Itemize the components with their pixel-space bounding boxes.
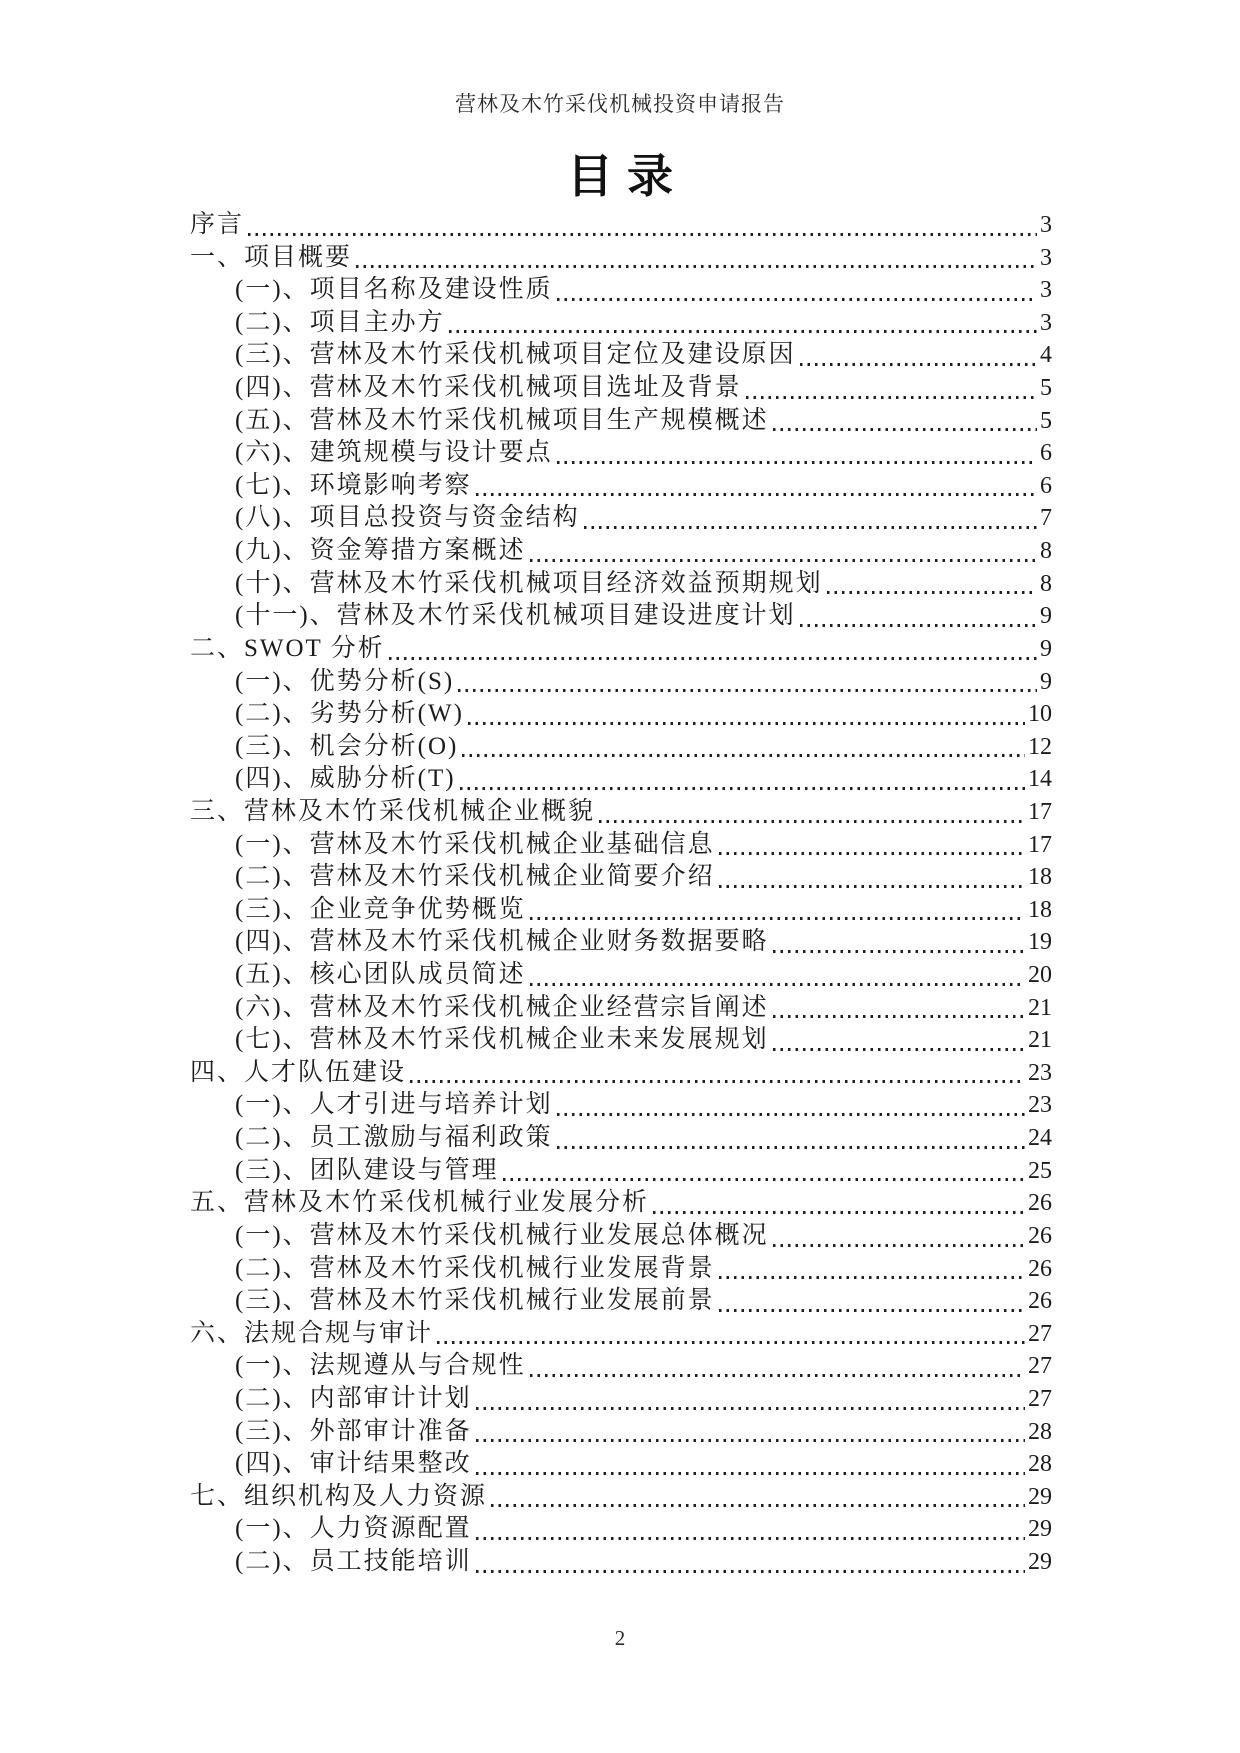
- toc-entry-page: 10: [1028, 701, 1052, 728]
- dot-leader: [491, 1504, 1025, 1507]
- toc-entry[interactable]: [190, 666, 1052, 699]
- toc-entry-page: 21: [1028, 1027, 1052, 1054]
- dot-leader: [476, 1407, 1025, 1410]
- toc-entry[interactable]: [190, 1546, 1052, 1579]
- toc-entry[interactable]: [190, 731, 1052, 764]
- toc-entry-page: 23: [1028, 1059, 1052, 1086]
- toc-entry[interactable]: [190, 698, 1052, 731]
- toc-entry-label: (八)、项目总投资与资金结构: [235, 504, 580, 532]
- toc-entry-page: 5: [1040, 407, 1052, 434]
- toc-entry[interactable]: [190, 894, 1052, 927]
- dot-leader: [530, 983, 1025, 986]
- toc-entry-page: 17: [1028, 831, 1052, 858]
- toc-entry-label: (五)、营林及木竹采伐机械项目生产规模概述: [235, 406, 769, 434]
- toc-entry-page: 9: [1040, 635, 1052, 662]
- dot-leader: [557, 298, 1037, 301]
- toc-entry-label: 三、营林及木竹采伐机械企业概貌: [190, 797, 596, 825]
- dot-leader: [449, 330, 1037, 333]
- toc-entry[interactable]: [190, 209, 1052, 242]
- toc-entry-label: (十一)、营林及木竹采伐机械项目建设进度计划: [235, 602, 796, 630]
- toc-entry-page: 3: [1040, 309, 1052, 336]
- toc-entry-page: 18: [1028, 864, 1052, 891]
- toc-entry[interactable]: [190, 1448, 1052, 1481]
- toc-entry-label: (一)、项目名称及建设性质: [235, 276, 553, 304]
- toc-entry-label: (二)、员工激励与福利政策: [235, 1124, 553, 1152]
- toc-entry-page: 8: [1040, 570, 1052, 597]
- toc-entry-label: (四)、营林及木竹采伐机械企业财务数据要略: [235, 928, 769, 956]
- dot-leader: [530, 559, 1037, 562]
- toc-entry-label: (六)、营林及木竹采伐机械企业经营宗旨阐述: [235, 993, 769, 1021]
- dot-leader: [557, 461, 1037, 464]
- toc-entry-label: (二)、营林及木竹采伐机械行业发展背景: [235, 1254, 715, 1282]
- dot-leader: [460, 787, 1025, 790]
- toc-entry[interactable]: [190, 535, 1052, 568]
- toc-entry-page: 26: [1028, 1288, 1052, 1315]
- toc-entry-page: 23: [1028, 1092, 1052, 1119]
- dot-leader: [557, 1113, 1025, 1116]
- toc-entry-page: 20: [1028, 962, 1052, 989]
- toc-entry-label: (三)、团队建设与管理: [235, 1156, 499, 1184]
- toc-entry-page: 9: [1040, 668, 1052, 695]
- toc-entry-label: 一、项目概要: [190, 243, 353, 271]
- toc-entry[interactable]: [190, 926, 1052, 959]
- toc-entry-page: 27: [1028, 1385, 1052, 1412]
- toc-entry-page: 17: [1028, 798, 1052, 825]
- dot-leader: [530, 917, 1025, 920]
- toc-entry[interactable]: [190, 1089, 1052, 1122]
- toc-entry[interactable]: [190, 1513, 1052, 1546]
- toc-entry-label: (九)、资金筹措方案概述: [235, 537, 526, 565]
- dot-leader: [773, 1015, 1025, 1018]
- toc-entry-page: 29: [1028, 1548, 1052, 1575]
- toc-entry-label: (一)、法规遵从与合规性: [235, 1352, 526, 1380]
- toc-entry[interactable]: [190, 1024, 1052, 1057]
- toc-entry-page: 6: [1040, 440, 1052, 467]
- toc-entry-label: (二)、营林及木竹采伐机械企业简要介绍: [235, 863, 715, 891]
- toc-entry-page: 25: [1028, 1157, 1052, 1184]
- toc-entry[interactable]: [190, 829, 1052, 862]
- toc-entry-label: (三)、企业竞争优势概览: [235, 895, 526, 923]
- toc-entry[interactable]: [190, 307, 1052, 340]
- dot-leader: [719, 885, 1025, 888]
- toc-entry[interactable]: [190, 600, 1052, 633]
- toc-entry-label: (二)、项目主办方: [235, 308, 445, 336]
- toc-entry-page: 29: [1028, 1516, 1052, 1543]
- toc-entry[interactable]: [190, 1318, 1052, 1351]
- dot-leader: [773, 1048, 1025, 1051]
- toc-entry-label: 六、法规合规与审计: [190, 1319, 434, 1347]
- dot-leader: [773, 428, 1037, 431]
- dot-leader: [773, 1244, 1025, 1247]
- dot-leader: [800, 363, 1037, 366]
- toc-entry-label: (二)、劣势分析(W): [235, 700, 464, 728]
- toc-entry[interactable]: [190, 1122, 1052, 1155]
- toc-entry-label: (二)、员工技能培训: [235, 1547, 472, 1575]
- toc-entry-page: 26: [1028, 1255, 1052, 1282]
- toc-entry[interactable]: [190, 1416, 1052, 1449]
- dot-leader: [746, 396, 1037, 399]
- toc-entry[interactable]: [190, 1481, 1052, 1514]
- toc-entry[interactable]: [190, 796, 1052, 829]
- toc-entry-page: 5: [1040, 375, 1052, 402]
- dot-leader: [503, 1178, 1025, 1181]
- dot-leader: [437, 1341, 1025, 1344]
- toc-entry[interactable]: [190, 1220, 1052, 1253]
- toc-entry-page: 3: [1040, 277, 1052, 304]
- toc-entry[interactable]: [190, 1057, 1052, 1090]
- toc-entry-page: 26: [1028, 1190, 1052, 1217]
- toc-entry-label: (十)、营林及木竹采伐机械项目经济效益预期规划: [235, 569, 823, 597]
- toc-entry[interactable]: [190, 1350, 1052, 1383]
- toc-entry[interactable]: [190, 568, 1052, 601]
- toc-entry-page: 29: [1028, 1483, 1052, 1510]
- toc-entry-page: 28: [1028, 1451, 1052, 1478]
- dot-leader: [476, 1570, 1025, 1573]
- dot-leader: [800, 624, 1037, 627]
- dot-leader: [653, 1211, 1025, 1214]
- toc-entry-label: (七)、营林及木竹采伐机械企业未来发展规划: [235, 1026, 769, 1054]
- toc-entry-page: 24: [1028, 1125, 1052, 1152]
- toc-entry-label: 序言: [190, 211, 245, 238]
- toc-entry-label: (三)、营林及木竹采伐机械项目定位及建设原因: [235, 341, 796, 369]
- dot-leader: [248, 233, 1037, 236]
- toc-entry-label: (一)、营林及木竹采伐机械行业发展总体概况: [235, 1221, 769, 1249]
- dot-leader: [410, 1080, 1025, 1083]
- toc-entry-page: 19: [1028, 929, 1052, 956]
- toc-entry-label: 五、营林及木竹采伐机械行业发展分析: [190, 1189, 650, 1217]
- toc-entry-label: (三)、营林及木竹采伐机械行业发展前景: [235, 1287, 715, 1315]
- dot-leader: [773, 950, 1025, 953]
- dot-leader: [719, 1309, 1025, 1312]
- toc-entry-page: 3: [1040, 244, 1052, 271]
- toc-entry-page: 3: [1040, 212, 1052, 238]
- dot-leader: [476, 493, 1037, 496]
- toc-entry-page: 6: [1040, 472, 1052, 499]
- dot-leader: [530, 1374, 1025, 1377]
- toc-entry-page: 4: [1040, 342, 1052, 369]
- toc-entry-label: (三)、机会分析(O): [235, 732, 459, 760]
- toc-entry-label: (四)、威胁分析(T): [235, 765, 456, 793]
- toc-entry-page: 28: [1028, 1418, 1052, 1445]
- toc-entry-page: 27: [1028, 1320, 1052, 1347]
- toc-entry-label: 七、组织机构及人力资源: [190, 1482, 488, 1510]
- toc-entry-label: (二)、内部审计计划: [235, 1384, 472, 1412]
- toc-entry-label: 二、SWOT 分析: [190, 634, 385, 662]
- toc-entry-label: (五)、核心团队成员简述: [235, 961, 526, 989]
- toc-entry[interactable]: [190, 274, 1052, 307]
- toc-entry[interactable]: [190, 1187, 1052, 1220]
- toc-entry[interactable]: [190, 502, 1052, 535]
- toc-entry[interactable]: [190, 242, 1052, 275]
- dot-leader: [599, 820, 1025, 823]
- toc-entry-label: (三)、外部审计准备: [235, 1417, 472, 1445]
- toc-list: [190, 209, 1052, 1579]
- dot-leader: [476, 1439, 1025, 1442]
- toc-title: 目录: [567, 151, 687, 202]
- toc-entry-page: 12: [1028, 733, 1052, 760]
- toc-entry-label: 四、人才队伍建设: [190, 1058, 407, 1086]
- toc-entry[interactable]: [190, 861, 1052, 894]
- toc-entry-label: (一)、人力资源配置: [235, 1515, 472, 1543]
- toc-entry[interactable]: [190, 470, 1052, 503]
- toc-entry-page: 7: [1040, 505, 1052, 532]
- toc-entry-label: (四)、审计结果整改: [235, 1450, 472, 1478]
- toc-entry[interactable]: [190, 763, 1052, 796]
- toc-entry-label: (一)、优势分析(S): [235, 667, 455, 695]
- dot-leader: [719, 852, 1025, 855]
- toc-entry[interactable]: [190, 372, 1052, 405]
- dot-leader: [584, 526, 1037, 529]
- toc-entry-label: (四)、营林及木竹采伐机械项目选址及背景: [235, 374, 742, 402]
- toc-entry-label: (一)、营林及木竹采伐机械企业基础信息: [235, 830, 715, 858]
- page-number: 2: [614, 1626, 626, 1650]
- toc-entry-page: 8: [1040, 538, 1052, 565]
- dot-leader: [468, 722, 1025, 725]
- toc-entry-page: 9: [1040, 603, 1052, 630]
- toc-entry[interactable]: [190, 437, 1052, 470]
- toc-entry[interactable]: [190, 405, 1052, 438]
- toc-entry[interactable]: [190, 339, 1052, 372]
- dot-leader: [719, 1276, 1025, 1279]
- toc-entry[interactable]: [190, 992, 1052, 1025]
- toc-entry-page: 26: [1028, 1222, 1052, 1249]
- toc-entry-label: (一)、人才引进与培养计划: [235, 1091, 553, 1119]
- toc-entry[interactable]: [190, 633, 1052, 666]
- dot-leader: [356, 265, 1037, 268]
- toc-entry-label: (七)、环境影响考察: [235, 471, 472, 499]
- toc-entry-page: 21: [1028, 994, 1052, 1021]
- toc-entry[interactable]: [190, 1155, 1052, 1188]
- toc-entry-page: 14: [1028, 766, 1052, 793]
- dot-leader: [476, 1537, 1025, 1540]
- dot-leader: [827, 591, 1037, 594]
- toc-entry-page: 18: [1028, 896, 1052, 923]
- toc-entry-page: 27: [1028, 1353, 1052, 1380]
- dot-leader: [458, 689, 1037, 692]
- dot-leader: [476, 1472, 1025, 1475]
- toc-entry[interactable]: [190, 1285, 1052, 1318]
- document-header-title: 营林及木竹采伐机械投资申请报告: [455, 92, 785, 116]
- toc-entry[interactable]: [190, 1253, 1052, 1286]
- toc-entry[interactable]: [190, 1383, 1052, 1416]
- dot-leader: [557, 1146, 1025, 1149]
- toc-entry[interactable]: [190, 959, 1052, 992]
- dot-leader: [389, 657, 1037, 660]
- dot-leader: [462, 754, 1025, 757]
- toc-entry-label: (六)、建筑规模与设计要点: [235, 439, 553, 467]
